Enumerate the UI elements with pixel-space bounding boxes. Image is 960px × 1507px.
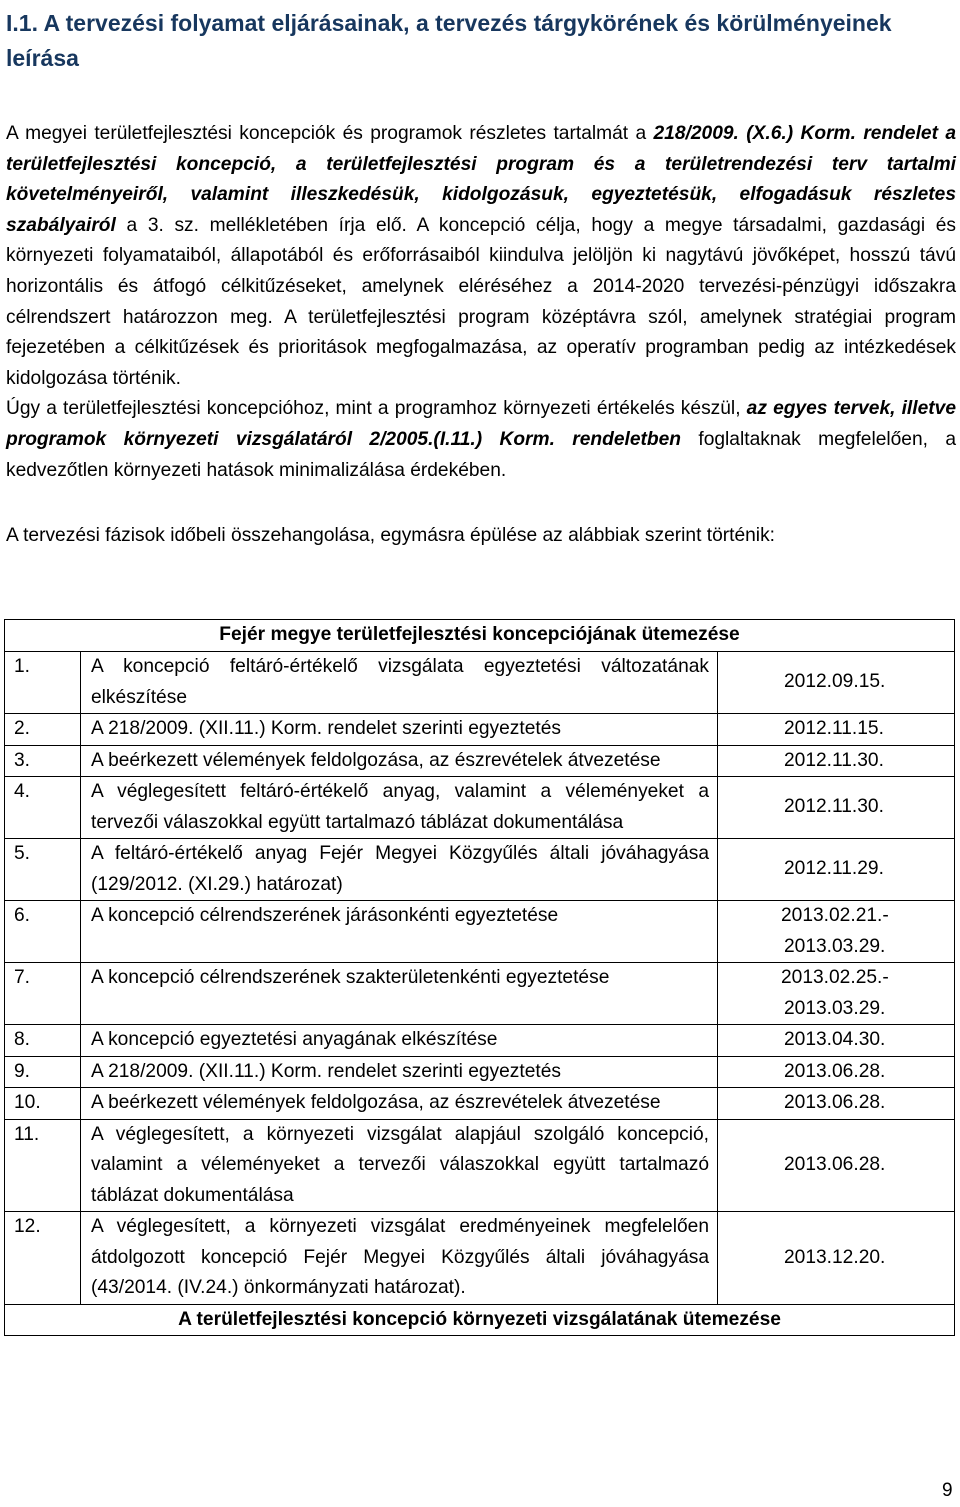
row-number: 12. xyxy=(5,1212,81,1305)
table-row xyxy=(5,714,955,746)
row-date: 2012.11.15. xyxy=(718,714,955,746)
environment-lead: Úgy a területfejlesztési koncepcióhoz, mint a programhoz környezeti értékelés készül, xyxy=(6,398,747,420)
table-row xyxy=(5,652,955,714)
row-number: 9. xyxy=(5,1056,81,1088)
row-date: 2013.06.28. xyxy=(718,1088,955,1120)
row-number: 6. xyxy=(5,901,81,963)
environment-rest: foglaltaknak megfelelően, a kedvezőtlen környezeti hatások minimalizálása érdekében. xyxy=(6,428,957,481)
row-number: 5. xyxy=(5,839,81,901)
row-description: A koncepció egyeztetési anyagának elkészítése xyxy=(81,1025,718,1057)
table-row xyxy=(5,745,955,777)
row-description: A 218/2009. (XII.11.) Korm. rendelet szerinti egyeztetés xyxy=(81,714,718,746)
row-date-start: 2013.02.21.- xyxy=(781,905,889,926)
law-reference-1: 218/2009. (X.6.) Korm. rendelet a területfejlesztési koncepció, a területfejlesztési program és a területrendezési terv tartalmi követelményeiről, valamint illeszkedésük, kidolgozásuk, egyeztetésük, elfogadásuk részletes szabályairól xyxy=(6,123,956,236)
row-date: 2012.11.30. xyxy=(718,745,955,777)
table-row xyxy=(5,1025,955,1057)
row-number: 7. xyxy=(5,963,81,1025)
row-number: 2. xyxy=(5,714,81,746)
table-footer-title: A területfejlesztési koncepció környezeti vizsgálatának ütemezése xyxy=(5,1304,955,1336)
intro-lead: A megyei területfejlesztési koncepciók és programok részletes tartalmát a xyxy=(6,123,654,144)
table-row xyxy=(5,901,955,963)
row-description: A véglegesített feltáró-értékelő anyag, valamint a véleményeket a tervezői válaszokkal együtt tartalmazó táblázat dokumentálása xyxy=(81,777,718,839)
row-date: 2012.11.29. xyxy=(718,839,955,901)
row-description: A beérkezett vélemények feldolgozása, az észrevételek átvezetése xyxy=(81,1088,718,1120)
row-number: 10. xyxy=(5,1088,81,1120)
row-date: 2012.11.30. xyxy=(718,777,955,839)
row-description: A koncepció feltáró-értékelő vizsgálata egyeztetési változatának elkészítése xyxy=(81,652,718,714)
intro-paragraph xyxy=(6,119,956,394)
row-description: A véglegesített, a környezeti vizsgálat alapjául szolgáló koncepció, valamint a véleményeket a tervezői válaszokkal együtt tartalmazó táblázat dokumentálása xyxy=(81,1119,718,1212)
row-date: 2013.06.28. xyxy=(718,1119,955,1212)
law-reference-2: az egyes tervek, illetve programok környezeti vizsgálatáról 2/2005.(I.11.) Korm. rendeletben xyxy=(6,398,957,450)
row-description: A feltáró-értékelő anyag Fejér Megyei Közgyűlés általi jóváhagyása (129/2012. (XI.29.) határozat) xyxy=(81,839,718,901)
table-row xyxy=(5,839,955,901)
row-date: 2013.12.20. xyxy=(718,1212,955,1305)
row-description: A 218/2009. (XII.11.) Korm. rendelet szerinti egyeztetés xyxy=(81,1056,718,1088)
intro-rest: a 3. sz. mellékletében írja elő. A koncepció célja, hogy a megye társadalmi, gazdasági és környezeti folyamataiból, állapotából és erőforrásaiból kiindulva jelöljön ki nagytávú jövőképet, hosszú távú horizontális és átfogó célkitűzéseket, amelynek eléréséhez a 2014-2020 tervezési-pénzügyi időszakra célrendszert határozzon meg. A területfejlesztési program középtávra szól, amelynek stratégiai program fejezetében a célkitűzések és prioritások megfogalmazása, az operatív programban pedig az intézkedések kidolgozása történik. xyxy=(6,214,956,389)
row-number: 1. xyxy=(5,652,81,714)
environment-paragraph xyxy=(6,394,956,486)
row-date-end: 2013.03.29. xyxy=(784,997,886,1019)
section-heading: I.1. A tervezési folyamat eljárásainak, a tervezés tárgykörének és körülményeinek leírása xyxy=(6,10,892,71)
row-description: A beérkezett vélemények feldolgozása, az észrevételek átvezetése xyxy=(81,745,718,777)
document-page xyxy=(6,0,956,552)
row-date-end: 2013.03.29. xyxy=(784,935,886,957)
row-description: A koncepció célrendszerének járásonkénti egyeztetése xyxy=(81,901,718,963)
table-row xyxy=(5,1119,955,1212)
row-date xyxy=(718,901,955,963)
schedule-table xyxy=(4,619,955,1336)
row-number: 4. xyxy=(5,777,81,839)
row-date-start: 2013.02.25.- xyxy=(781,967,889,988)
page-number: 9 xyxy=(942,1480,953,1501)
table-title-row xyxy=(5,620,955,652)
row-description: A koncepció célrendszerének szakterületenkénti egyeztetése xyxy=(81,963,718,1025)
table-footer-row xyxy=(5,1304,955,1336)
table-row xyxy=(5,1056,955,1088)
table-row xyxy=(5,1088,955,1120)
row-date: 2013.06.28. xyxy=(718,1056,955,1088)
phases-intro: A tervezési fázisok időbeli összehangolása, egymásra épülése az alábbiak szerint történik: xyxy=(6,525,775,547)
table-row xyxy=(5,963,955,1025)
table-row xyxy=(5,1212,955,1305)
table-title: Fejér megye területfejlesztési koncepciójának ütemezése xyxy=(5,620,955,652)
row-date: 2013.04.30. xyxy=(718,1025,955,1057)
row-number: 3. xyxy=(5,745,81,777)
row-number: 8. xyxy=(5,1025,81,1057)
row-description: A véglegesített, a környezeti vizsgálat eredményeinek megfelelően átdolgozott koncepció Fejér Megyei Közgyűlés általi jóváhagyása (43/2014. (IV.24.) önkormányzati határozat). xyxy=(81,1212,718,1305)
table-row xyxy=(5,777,955,839)
row-date: 2012.09.15. xyxy=(718,652,955,714)
row-date xyxy=(718,963,955,1025)
row-number: 11. xyxy=(5,1119,81,1212)
